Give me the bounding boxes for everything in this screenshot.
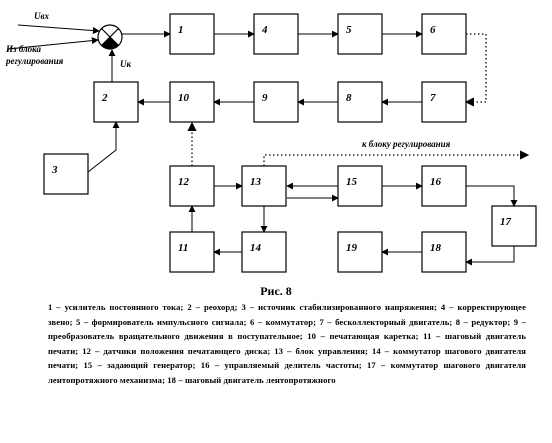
block-11 [170, 232, 214, 272]
block-13-label: 13 [250, 176, 261, 188]
block-2-label: 2 [102, 92, 108, 104]
block-2 [94, 82, 138, 122]
figure-title: Рис. 8 [260, 284, 292, 298]
block-3 [44, 154, 88, 194]
block-4 [254, 14, 298, 54]
block-8-label: 8 [346, 92, 352, 104]
block-13 [242, 166, 286, 206]
block-8 [338, 82, 382, 122]
block-12 [170, 166, 214, 206]
u-k-label: Uк [120, 59, 132, 69]
block-6-label: 6 [430, 24, 436, 36]
block-19-label: 19 [346, 242, 357, 254]
block-19 [338, 232, 382, 272]
block-5 [338, 14, 382, 54]
block-15 [338, 166, 382, 206]
block-18 [422, 232, 466, 272]
from-control-label-2: регулирования [6, 56, 64, 66]
figure-caption: 1 – усилитель постоянного тока; 2 – реохорд; 3 – источник стабилизированного напряжения; 4 – корректирующее звено; 5 – формирователь импульсного сигнала; 6 – коммутатор; 7 – бесколлекторный двигатель; 8 – редуктор; 9 – преобразователь вращательного движения в поступательное; 10 – печатающая каретка; 11 – шаговый двигатель печати; 12 – датчики положения печатающего диска; 13 – блок управления; 14 – коммутатор шагового двигателя печати; 15 – задающий генератор; 16 – управляемый делитель частоты; 17 – коммутатор шагового двигателя лентопротяжного механизма; 18 – шаговый двигатель лентопротяжного [48, 302, 526, 385]
block-5-label: 5 [346, 24, 352, 36]
block-17 [492, 206, 536, 246]
to-control-label: к блоку регулирования [362, 139, 451, 149]
block-3-label: 3 [52, 164, 58, 176]
block-6 [422, 14, 466, 54]
block-7 [422, 82, 466, 122]
block-16 [422, 166, 466, 206]
block-7-label: 7 [430, 92, 436, 104]
from-control-label-1: Из блока [6, 44, 41, 54]
block-16-label: 16 [430, 176, 441, 188]
block-10 [170, 82, 214, 122]
block-15-label: 15 [346, 176, 357, 188]
summing-junction [98, 25, 122, 49]
block-14-label: 14 [250, 242, 261, 254]
block-17-label: 17 [500, 216, 511, 228]
block-9 [254, 82, 298, 122]
block-1 [170, 14, 214, 54]
u-in-label: Uвх [34, 11, 50, 21]
block-9-label: 9 [262, 92, 268, 104]
block-11-label: 11 [178, 242, 189, 254]
block-10-label: 10 [178, 92, 189, 104]
block-18-label: 18 [430, 242, 441, 254]
block-1-label: 1 [178, 24, 184, 36]
block-14 [242, 232, 286, 272]
block-4-label: 4 [262, 24, 268, 36]
block-12-label: 12 [178, 176, 189, 188]
